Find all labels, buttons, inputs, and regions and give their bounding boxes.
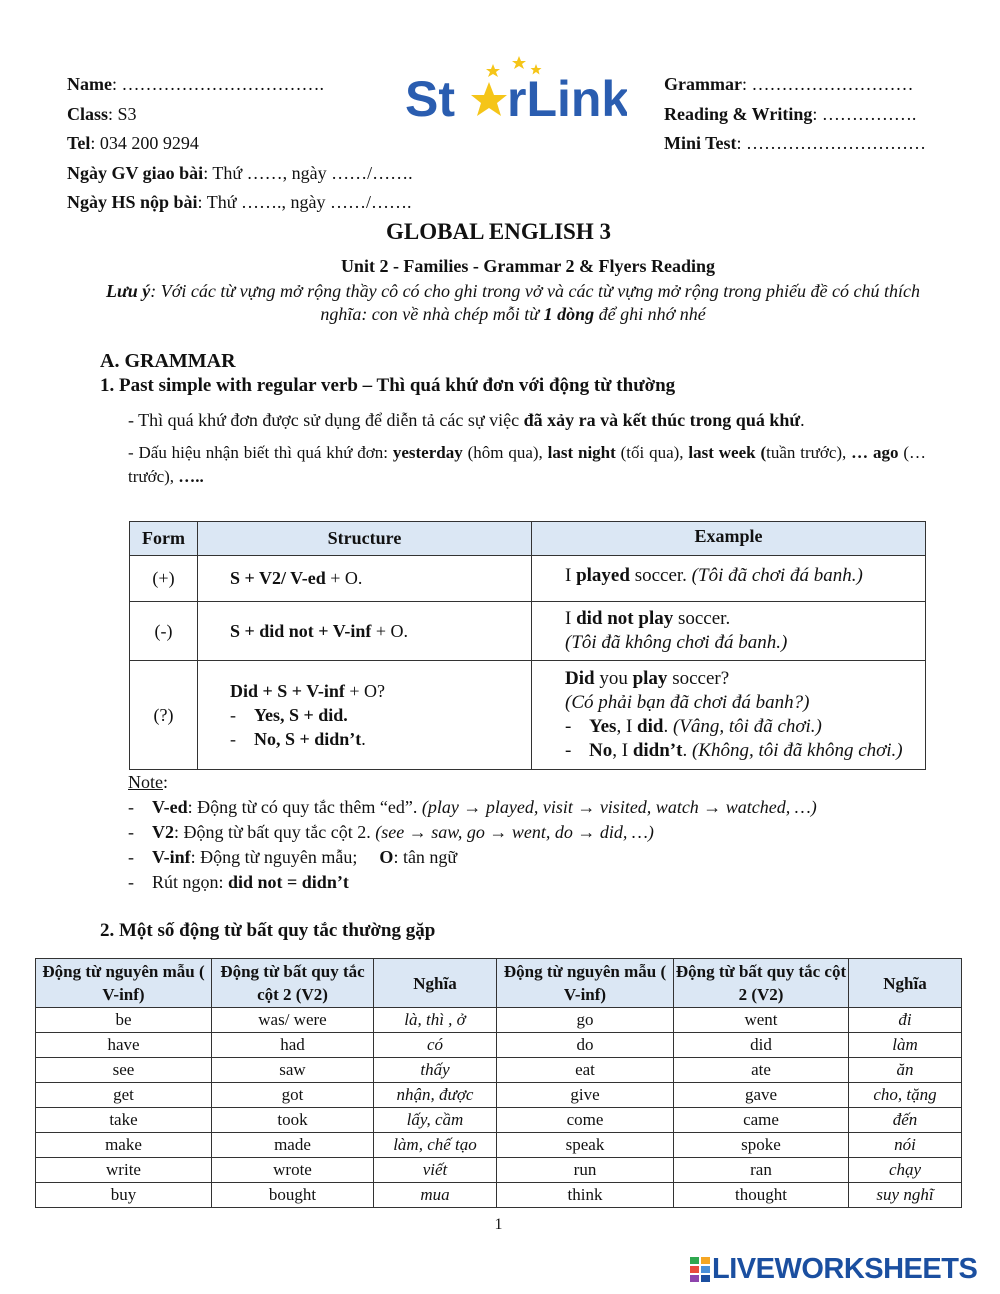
section-1-heading: 1. Past simple with regular verb – Thì quá khứ đơn với động từ thường (100, 375, 676, 396)
table-row-question (130, 661, 926, 770)
table-row (36, 1133, 962, 1158)
table-row (36, 1008, 962, 1033)
table-cell: nhận, được (374, 1083, 497, 1108)
header-example: Example (532, 522, 926, 556)
table-cell: see (36, 1058, 212, 1083)
note-v2: - V2: Động từ bất quy tắc cột 2. (see → saw, go → went, do → did, …) (128, 822, 654, 842)
header-v2: Động từ bất quy tắc cột 2 (V2) (674, 959, 849, 1008)
table-cell: eat (497, 1058, 674, 1083)
table-cell: got (212, 1083, 374, 1108)
class-line: Class: S3 (67, 103, 137, 124)
submit-date-line: Ngày HS nộp bài: Thứ ……., ngày ……/……. (67, 192, 412, 212)
table-cell: thought (674, 1183, 849, 1208)
mini-test-score-line: Mini Test: ………………………… (664, 133, 927, 153)
table-row (36, 1158, 962, 1183)
logo-star-big (471, 82, 507, 116)
page-number: 1 (494, 1216, 503, 1233)
table-cell: did (674, 1033, 849, 1058)
structure-positive: S + V2/ V-ed + O. (198, 556, 532, 602)
notes-title: Note: (128, 772, 169, 792)
table-cell: ran (674, 1158, 849, 1183)
logo-star-small-1 (486, 64, 500, 77)
table-cell: cho, tặng (849, 1083, 962, 1108)
table-cell: be (36, 1008, 212, 1033)
table-cell: có (374, 1033, 497, 1058)
header-v2: Động từ bất quy tắc cột 2 (V2) (212, 959, 374, 1008)
example-question: Did you play soccer? (Có phải bạn đã chơi đá banh?) - Yes, I did. (Vâng, tôi đã chơi.) - No, I didn’t. (Không, tôi đã không chơi.) (532, 661, 926, 770)
table-cell: bought (212, 1183, 374, 1208)
table-cell: lấy, cầm (374, 1108, 497, 1133)
table-cell: làm, chế tạo (374, 1133, 497, 1158)
liveworksheets-text: LIVEWORKSHEETS (712, 1253, 978, 1285)
table-cell: chạy (849, 1158, 962, 1183)
header-meaning: Nghĩa (374, 959, 497, 1008)
note-contraction: - Rút ngọn: did not = didn’t (128, 872, 349, 892)
svg-text:St: St (405, 71, 455, 127)
table-row (36, 1183, 962, 1208)
name-line: Name: ……………………………. (67, 74, 324, 94)
table-cell: think (497, 1183, 674, 1208)
table-cell: take (36, 1108, 212, 1133)
instruction-note: Lưu ý: Với các từ vựng mở rộng thầy cô có cho ghi trong vở và các từ vựng mở rộng trong phiếu đề có chú thích nghĩa: con về nhà chép mỗi từ 1 dòng để ghi nhớ nhé (106, 281, 920, 324)
svg-text:rLink: rLink (507, 71, 627, 127)
liveworksheets-logo (690, 1255, 988, 1285)
page-subtitle: Unit 2 - Families - Grammar 2 & Flyers Reading (340, 256, 716, 276)
past-simple-form-table (129, 521, 926, 770)
liveworksheets-icon (690, 1257, 710, 1283)
usage-paragraph: - Thì quá khứ đơn được sử dụng để diễn tả các sự việc đã xảy ra và kết thúc trong quá khứ. (128, 410, 805, 430)
table-header-row (130, 522, 926, 556)
table-cell: saw (212, 1058, 374, 1083)
table-row-positive (130, 556, 926, 602)
table-cell: came (674, 1108, 849, 1133)
table-row (36, 1058, 962, 1083)
table-header-row (36, 959, 962, 1008)
table-cell: went (674, 1008, 849, 1033)
irregular-verb-table (35, 958, 962, 1208)
table-cell: buy (36, 1183, 212, 1208)
note-v-inf: - V-inf: Động từ nguyên mẫu; O: tân ngữ (128, 847, 458, 867)
table-row (36, 1033, 962, 1058)
table-cell: đi (849, 1008, 962, 1033)
header-form: Form (130, 522, 198, 556)
table-row (36, 1083, 962, 1108)
header-v-inf: Động từ nguyên mẫu ( V-inf) (497, 959, 674, 1008)
form-negative: (-) (130, 602, 198, 661)
assigned-date-line: Ngày GV giao bài: Thứ ……, ngày ……/……. (67, 162, 413, 183)
example-negative: I did not play soccer. (Tôi đã không chơi đá banh.) (532, 602, 926, 661)
tel-line: Tel: 034 200 9294 (67, 133, 199, 153)
table-cell: speak (497, 1133, 674, 1158)
table-cell: was/ were (212, 1008, 374, 1033)
table-cell: spoke (674, 1133, 849, 1158)
signal-words-paragraph: - Dấu hiệu nhận biết thì quá khứ đơn: yesterday (hôm qua), last night (tối qua), last week (tuần trước), … ago (… trước), ….. (128, 443, 926, 486)
page-title: GLOBAL ENGLISH 3 (386, 219, 611, 244)
structure-question: Did + S + V-inf + O? - Yes, S + did. - No, S + didn’t. (198, 661, 532, 770)
table-cell: made (212, 1133, 374, 1158)
table-cell: nói (849, 1133, 962, 1158)
header-meaning: Nghĩa (849, 959, 962, 1008)
table-cell: wrote (212, 1158, 374, 1183)
table-cell: come (497, 1108, 674, 1133)
table-cell: go (497, 1008, 674, 1033)
table-cell: ate (674, 1058, 849, 1083)
student-info (67, 70, 413, 218)
reading-writing-score-line: Reading & Writing: ……………. (664, 103, 917, 124)
header-structure: Structure (198, 522, 532, 556)
table-row (36, 1108, 962, 1133)
score-info (664, 70, 926, 159)
starlink-logo (405, 56, 627, 128)
table-cell: là, thì , ở (374, 1008, 497, 1033)
table-cell: gave (674, 1083, 849, 1108)
logo-star-small-2 (512, 56, 526, 69)
table-cell: làm (849, 1033, 962, 1058)
table-cell: run (497, 1158, 674, 1183)
table-cell: make (36, 1133, 212, 1158)
note-v-ed: - V-ed: Động từ có quy tắc thêm “ed”. (play → played, visit → visited, watch → watched, …) (128, 797, 817, 817)
grammar-score-line: Grammar: ……………………… (664, 74, 914, 94)
structure-negative: S + did not + V-inf + O. (198, 602, 532, 661)
notes-block (128, 770, 817, 895)
verb-rows (36, 1008, 962, 1208)
table-cell: mua (374, 1183, 497, 1208)
table-cell: took (212, 1108, 374, 1133)
example-positive: I played soccer. (Tôi đã chơi đá banh.) (532, 556, 926, 602)
form-positive: (+) (130, 556, 198, 602)
table-cell: had (212, 1033, 374, 1058)
table-cell: have (36, 1033, 212, 1058)
table-cell: suy nghĩ (849, 1183, 962, 1208)
table-cell: viết (374, 1158, 497, 1183)
table-cell: đến (849, 1108, 962, 1133)
section-2-heading: 2. Một số động từ bất quy tắc thường gặp (100, 920, 436, 941)
table-cell: do (497, 1033, 674, 1058)
table-cell: get (36, 1083, 212, 1108)
form-question: (?) (130, 661, 198, 770)
header-v-inf: Động từ nguyên mẫu ( V-inf) (36, 959, 212, 1008)
section-a-heading: A. GRAMMAR (100, 350, 236, 372)
table-cell: write (36, 1158, 212, 1183)
table-cell: give (497, 1083, 674, 1108)
table-cell: thấy (374, 1058, 497, 1083)
table-row-negative (130, 602, 926, 661)
table-cell: ăn (849, 1058, 962, 1083)
